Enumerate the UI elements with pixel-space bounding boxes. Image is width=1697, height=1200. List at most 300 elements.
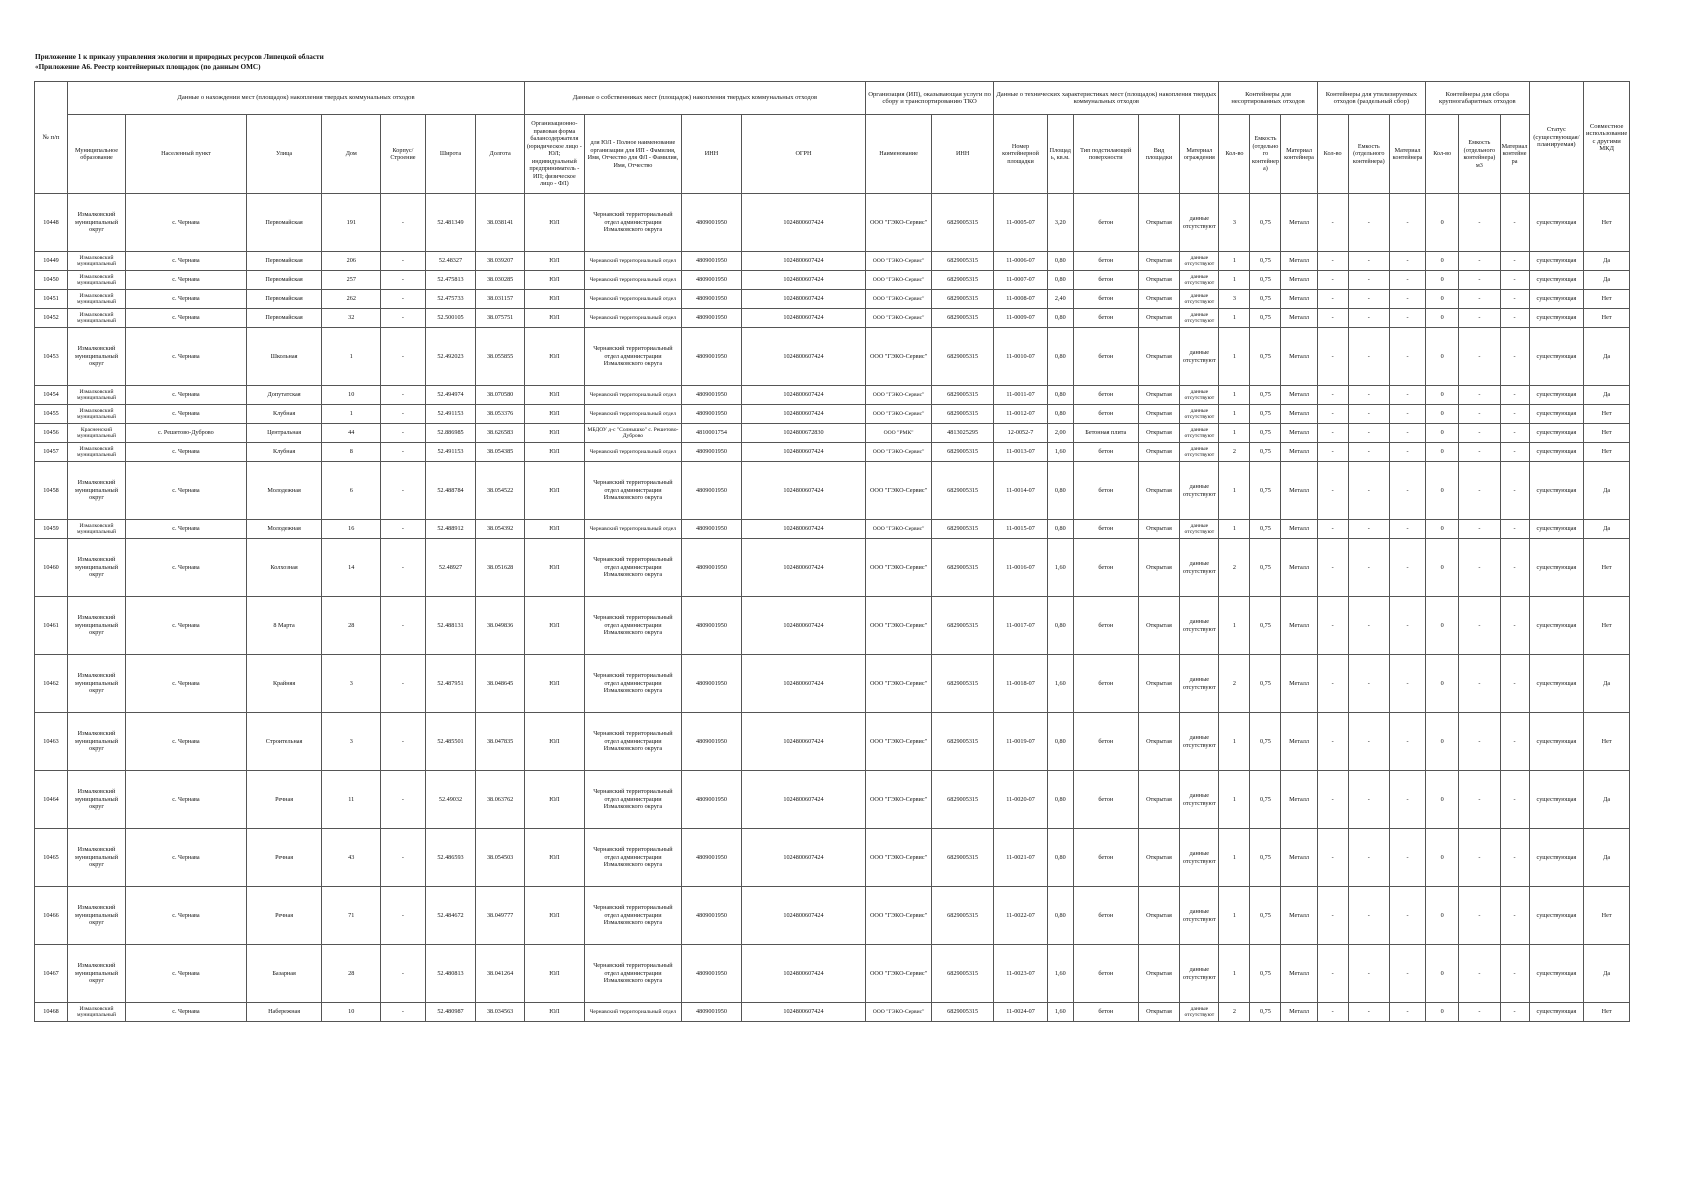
cell-type: Открытая xyxy=(1138,290,1179,309)
cell-lat: 52.491153 xyxy=(425,443,476,462)
cell-lat: 52.486593 xyxy=(425,829,476,887)
cell-op-inn: 6829005315 xyxy=(932,462,994,520)
cell-owner: Чернавский территориальный отдел xyxy=(584,1003,681,1022)
cell-cnt: 2 xyxy=(1219,539,1250,597)
cell-r2: - xyxy=(1348,520,1389,539)
cell-b1: 0 xyxy=(1426,462,1459,520)
cell-cap: 0,75 xyxy=(1250,520,1281,539)
cell-b3: - xyxy=(1500,194,1529,252)
cell-area: 3,20 xyxy=(1047,194,1073,252)
cell-r3: - xyxy=(1389,309,1425,328)
cell-form: ЮЛ xyxy=(524,309,584,328)
cell-lat: 52.48327 xyxy=(425,252,476,271)
cell-r3: - xyxy=(1389,655,1425,713)
cell-cnt: 1 xyxy=(1219,713,1250,771)
cell-shared: Да xyxy=(1584,462,1630,520)
cell-r3: - xyxy=(1389,328,1425,386)
cell-shared: Нет xyxy=(1584,290,1630,309)
cell-r3: - xyxy=(1389,424,1425,443)
cell-shared: Да xyxy=(1584,655,1630,713)
cell-house: 10 xyxy=(322,1003,381,1022)
document-caption xyxy=(35,52,324,72)
cell-b3: - xyxy=(1500,252,1529,271)
cell-num: 10457 xyxy=(35,443,68,462)
cell-ogrn: 1024800607424 xyxy=(741,290,865,309)
cell-lat: 52.49032 xyxy=(425,771,476,829)
cell-op: ООО "ГЭКО-Сервис" xyxy=(865,462,931,520)
cell-surface: бетон xyxy=(1073,405,1138,424)
cell-op: ООО "ГЭКО-Сервис" xyxy=(865,309,931,328)
cell-house: 191 xyxy=(322,194,381,252)
cell-num: 10465 xyxy=(35,829,68,887)
cell-r3: - xyxy=(1389,1003,1425,1022)
cell-building: - xyxy=(381,386,425,405)
cell-building: - xyxy=(381,713,425,771)
cell-ogrn: 1024800607424 xyxy=(741,539,865,597)
cell-op: ООО "ГЭКО-Сервис" xyxy=(865,655,931,713)
cell-inn: 4809001950 xyxy=(682,290,742,309)
cell-building: - xyxy=(381,597,425,655)
cell-site: 11-0015-07 xyxy=(994,520,1048,539)
cell-house: 3 xyxy=(322,713,381,771)
cell-owner: Чернавский территориальный отдел xyxy=(584,405,681,424)
cell-op: ООО "ГЭКО-Сервис" xyxy=(865,386,931,405)
table-body xyxy=(35,194,1630,1022)
cell-cap: 0,75 xyxy=(1250,309,1281,328)
cell-house: 1 xyxy=(322,405,381,424)
cell-lon: 38.055855 xyxy=(476,328,525,386)
cell-area: 0,80 xyxy=(1047,462,1073,520)
cell-op-inn: 6829005315 xyxy=(932,713,994,771)
cell-op: ООО "РМК" xyxy=(865,424,931,443)
cell-fence: данные отсутствуют xyxy=(1180,328,1219,386)
cell-status: существующая xyxy=(1529,539,1584,597)
cell-form: ЮЛ xyxy=(524,194,584,252)
cell-r2: - xyxy=(1348,309,1389,328)
cell-type: Открытая xyxy=(1138,771,1179,829)
cell-shared: Нет xyxy=(1584,443,1630,462)
cell-cnt: 3 xyxy=(1219,290,1250,309)
cell-building: - xyxy=(381,1003,425,1022)
header-inn: ИНН xyxy=(682,115,742,194)
cell-ogrn: 1024800607424 xyxy=(741,252,865,271)
container-sites-registry-table xyxy=(34,81,1630,1022)
header-recycle-count: Кол-во xyxy=(1317,115,1348,194)
cell-b3: - xyxy=(1500,271,1529,290)
cell-b2: - xyxy=(1459,713,1500,771)
cell-building: - xyxy=(381,194,425,252)
cell-b2: - xyxy=(1459,771,1500,829)
cell-status: существующая xyxy=(1529,290,1584,309)
cell-lat: 52.487951 xyxy=(425,655,476,713)
cell-lat: 52.48927 xyxy=(425,539,476,597)
cell-inn: 4809001950 xyxy=(682,309,742,328)
cell-lon: 38.048645 xyxy=(476,655,525,713)
cell-owner: Чернавский территориальный отдел администрации Измалковского округа xyxy=(584,597,681,655)
cell-r3: - xyxy=(1389,597,1425,655)
cell-b2: - xyxy=(1459,386,1500,405)
cell-mo: Измалковский муниципальный округ xyxy=(68,194,126,252)
cell-form: ЮЛ xyxy=(524,887,584,945)
cell-building: - xyxy=(381,405,425,424)
cell-settlement: с. Чернава xyxy=(125,271,246,290)
cell-lat: 52.488784 xyxy=(425,462,476,520)
cell-shared: Да xyxy=(1584,945,1630,1003)
cell-mat: Металл xyxy=(1281,520,1317,539)
cell-b1: 0 xyxy=(1426,424,1459,443)
cell-owner: Чернавский территориальный отдел xyxy=(584,309,681,328)
cell-site: 11-0010-07 xyxy=(994,328,1048,386)
cell-r1: - xyxy=(1317,328,1348,386)
cell-status: существующая xyxy=(1529,443,1584,462)
cell-r1: - xyxy=(1317,462,1348,520)
cell-b1: 0 xyxy=(1426,271,1459,290)
cell-mat: Металл xyxy=(1281,771,1317,829)
cell-type: Открытая xyxy=(1138,597,1179,655)
cell-status: существующая xyxy=(1529,252,1584,271)
table-row xyxy=(35,271,1630,290)
cell-cnt: 1 xyxy=(1219,424,1250,443)
cell-op: ООО "ГЭКО-Сервис" xyxy=(865,271,931,290)
cell-b3: - xyxy=(1500,405,1529,424)
cell-r1: - xyxy=(1317,194,1348,252)
cell-r3: - xyxy=(1389,713,1425,771)
cell-mat: Металл xyxy=(1281,597,1317,655)
cell-b1: 0 xyxy=(1426,290,1459,309)
cell-b3: - xyxy=(1500,713,1529,771)
cell-ogrn: 1024800607424 xyxy=(741,887,865,945)
cell-status: существующая xyxy=(1529,309,1584,328)
cell-b2: - xyxy=(1459,520,1500,539)
cell-b3: - xyxy=(1500,771,1529,829)
cell-shared: Нет xyxy=(1584,1003,1630,1022)
cell-site: 11-0018-07 xyxy=(994,655,1048,713)
header-recycle-material: Материал контейнера xyxy=(1389,115,1425,194)
cell-surface: бетон xyxy=(1073,462,1138,520)
cell-type: Открытая xyxy=(1138,328,1179,386)
cell-b3: - xyxy=(1500,520,1529,539)
cell-street: Набережная xyxy=(246,1003,321,1022)
cell-b3: - xyxy=(1500,945,1529,1003)
cell-site: 12-0052-7 xyxy=(994,424,1048,443)
cell-mat: Металл xyxy=(1281,1003,1317,1022)
header-group-owner: Данные о собственниках мест (площадок) накопления твердых коммунальных отходов xyxy=(524,82,865,115)
table-row xyxy=(35,462,1630,520)
header-legal-form: Организационно-правовая форма балансодержателя (юридическое лицо - ЮЛ; индивидуальный предприниматель - ИП; физическое лицо - ФЛ) xyxy=(524,115,584,194)
cell-surface: бетон xyxy=(1073,655,1138,713)
cell-mo: Измалковский муниципальный xyxy=(68,290,126,309)
cell-type: Открытая xyxy=(1138,655,1179,713)
cell-lon: 38.041264 xyxy=(476,945,525,1003)
cell-r2: - xyxy=(1348,443,1389,462)
cell-form: ЮЛ xyxy=(524,443,584,462)
cell-b3: - xyxy=(1500,462,1529,520)
cell-surface: бетон xyxy=(1073,520,1138,539)
cell-form: ЮЛ xyxy=(524,713,584,771)
cell-ogrn: 1024800607424 xyxy=(741,597,865,655)
cell-mat: Металл xyxy=(1281,655,1317,713)
cell-fence: данные отсутствуют xyxy=(1180,1003,1219,1022)
header-unsorted-count: Кол-во xyxy=(1219,115,1250,194)
cell-cnt: 1 xyxy=(1219,252,1250,271)
table-row xyxy=(35,443,1630,462)
cell-settlement: с. Чернава xyxy=(125,713,246,771)
cell-house: 28 xyxy=(322,597,381,655)
cell-mat: Металл xyxy=(1281,386,1317,405)
cell-b3: - xyxy=(1500,597,1529,655)
cell-settlement: с. Чернава xyxy=(125,655,246,713)
cell-lon: 38.049836 xyxy=(476,597,525,655)
cell-fence: данные отсутствуют xyxy=(1180,713,1219,771)
cell-cnt: 1 xyxy=(1219,771,1250,829)
cell-op-inn: 6829005315 xyxy=(932,829,994,887)
cell-b1: 0 xyxy=(1426,386,1459,405)
cell-surface: бетон xyxy=(1073,945,1138,1003)
header-area: Площадь, кв.м. xyxy=(1047,115,1073,194)
cell-mat: Металл xyxy=(1281,290,1317,309)
cell-shared: Нет xyxy=(1584,713,1630,771)
cell-r1: - xyxy=(1317,520,1348,539)
cell-r3: - xyxy=(1389,443,1425,462)
cell-site: 11-0022-07 xyxy=(994,887,1048,945)
cell-house: 44 xyxy=(322,424,381,443)
cell-ogrn: 1024800607424 xyxy=(741,520,865,539)
cell-r1: - xyxy=(1317,655,1348,713)
cell-mo: Измалковский муниципальный округ xyxy=(68,655,126,713)
header-unsorted-capacity: Емкость (отдельного контейнера) xyxy=(1250,115,1281,194)
table-row xyxy=(35,328,1630,386)
cell-mat: Металл xyxy=(1281,424,1317,443)
cell-settlement: с. Чернава xyxy=(125,1003,246,1022)
cell-site: 11-0023-07 xyxy=(994,945,1048,1003)
cell-r3: - xyxy=(1389,290,1425,309)
cell-r2: - xyxy=(1348,462,1389,520)
cell-house: 32 xyxy=(322,309,381,328)
cell-cap: 0,75 xyxy=(1250,252,1281,271)
cell-settlement: с. Чернава xyxy=(125,462,246,520)
cell-form: ЮЛ xyxy=(524,386,584,405)
cell-inn: 4809001950 xyxy=(682,829,742,887)
cell-fence: данные отсутствуют xyxy=(1180,252,1219,271)
cell-lon: 38.054522 xyxy=(476,462,525,520)
cell-cap: 0,75 xyxy=(1250,1003,1281,1022)
cell-street: Клубная xyxy=(246,443,321,462)
cell-r2: - xyxy=(1348,887,1389,945)
cell-site: 11-0006-07 xyxy=(994,252,1048,271)
cell-surface: бетон xyxy=(1073,386,1138,405)
cell-cap: 0,75 xyxy=(1250,405,1281,424)
cell-owner: Чернавский территориальный отдел администрации Измалковского округа xyxy=(584,771,681,829)
cell-num: 10468 xyxy=(35,1003,68,1022)
cell-num: 10448 xyxy=(35,194,68,252)
cell-num: 10451 xyxy=(35,290,68,309)
cell-site: 11-0012-07 xyxy=(994,405,1048,424)
cell-inn: 4809001950 xyxy=(682,713,742,771)
cell-mo: Измалковский муниципальный округ xyxy=(68,462,126,520)
cell-mo: Измалковский муниципальный округ xyxy=(68,945,126,1003)
cell-ogrn: 1024800607424 xyxy=(741,309,865,328)
cell-settlement: с. Чернава xyxy=(125,520,246,539)
header-lat: Широта xyxy=(425,115,476,194)
cell-settlement: с. Чернава xyxy=(125,309,246,328)
cell-area: 0,80 xyxy=(1047,309,1073,328)
cell-b1: 0 xyxy=(1426,887,1459,945)
cell-cnt: 1 xyxy=(1219,887,1250,945)
cell-ogrn: 1024800607424 xyxy=(741,771,865,829)
cell-lat: 52.488131 xyxy=(425,597,476,655)
caption-line-2: «Приложение А6. Реестр контейнерных площадок (по данным ОМС) xyxy=(35,63,261,71)
cell-lon: 38.054385 xyxy=(476,443,525,462)
cell-op-inn: 6829005315 xyxy=(932,539,994,597)
cell-fence: данные отсутствуют xyxy=(1180,424,1219,443)
cell-op-inn: 6829005315 xyxy=(932,328,994,386)
cell-settlement: с. Чернава xyxy=(125,405,246,424)
cell-fence: данные отсутствуют xyxy=(1180,829,1219,887)
cell-b3: - xyxy=(1500,655,1529,713)
cell-op-inn: 6829005315 xyxy=(932,597,994,655)
cell-house: 206 xyxy=(322,252,381,271)
cell-surface: бетон xyxy=(1073,539,1138,597)
cell-r2: - xyxy=(1348,713,1389,771)
cell-inn: 4809001950 xyxy=(682,597,742,655)
cell-lat: 52.886985 xyxy=(425,424,476,443)
cell-status: существующая xyxy=(1529,328,1584,386)
cell-fence: данные отсутствуют xyxy=(1180,539,1219,597)
cell-shared: Да xyxy=(1584,386,1630,405)
cell-owner: Чернавский территориальный отдел администрации Измалковского округа xyxy=(584,655,681,713)
cell-ogrn: 1024800607424 xyxy=(741,405,865,424)
cell-op-inn: 6829005315 xyxy=(932,271,994,290)
cell-r1: - xyxy=(1317,405,1348,424)
cell-mo: Измалковский муниципальный xyxy=(68,252,126,271)
header-bulky-count: Кол-во xyxy=(1426,115,1459,194)
cell-b2: - xyxy=(1459,271,1500,290)
cell-street: Молодежная xyxy=(246,520,321,539)
table-row xyxy=(35,655,1630,713)
cell-lon: 38.054392 xyxy=(476,520,525,539)
cell-house: 6 xyxy=(322,462,381,520)
cell-cnt: 1 xyxy=(1219,829,1250,887)
cell-b2: - xyxy=(1459,655,1500,713)
cell-lon: 38.034563 xyxy=(476,1003,525,1022)
cell-r2: - xyxy=(1348,252,1389,271)
cell-lon: 38.039207 xyxy=(476,252,525,271)
cell-fence: данные отсутствуют xyxy=(1180,771,1219,829)
cell-status: существующая xyxy=(1529,945,1584,1003)
cell-b1: 0 xyxy=(1426,597,1459,655)
cell-owner: Чернавский территориальный отдел администрации Измалковского округа xyxy=(584,945,681,1003)
cell-cap: 0,75 xyxy=(1250,945,1281,1003)
cell-cnt: 1 xyxy=(1219,309,1250,328)
cell-mat: Металл xyxy=(1281,462,1317,520)
header-num: № п/п xyxy=(35,82,68,194)
cell-surface: бетон xyxy=(1073,771,1138,829)
cell-street: Речная xyxy=(246,829,321,887)
cell-r1: - xyxy=(1317,539,1348,597)
cell-b1: 0 xyxy=(1426,405,1459,424)
cell-b1: 0 xyxy=(1426,771,1459,829)
cell-form: ЮЛ xyxy=(524,328,584,386)
cell-street: Колхозная xyxy=(246,539,321,597)
cell-b2: - xyxy=(1459,829,1500,887)
cell-settlement: с. Чернава xyxy=(125,945,246,1003)
cell-b3: - xyxy=(1500,424,1529,443)
cell-op: ООО "ГЭКО-Сервис" xyxy=(865,539,931,597)
cell-fence: данные отсутствуют xyxy=(1180,945,1219,1003)
cell-op-inn: 6829005315 xyxy=(932,887,994,945)
cell-shared: Нет xyxy=(1584,309,1630,328)
cell-r2: - xyxy=(1348,194,1389,252)
cell-op-inn: 6829005315 xyxy=(932,771,994,829)
cell-settlement: с. Чернава xyxy=(125,328,246,386)
cell-b3: - xyxy=(1500,1003,1529,1022)
cell-house: 3 xyxy=(322,655,381,713)
cell-fence: данные отсутствуют xyxy=(1180,194,1219,252)
header-recycle-capacity: Емкость (отдельного контейнера) xyxy=(1348,115,1389,194)
table-row xyxy=(35,309,1630,328)
cell-building: - xyxy=(381,771,425,829)
cell-form: ЮЛ xyxy=(524,252,584,271)
cell-surface: бетон xyxy=(1073,1003,1138,1022)
cell-b3: - xyxy=(1500,443,1529,462)
cell-r1: - xyxy=(1317,945,1348,1003)
table-row xyxy=(35,386,1630,405)
cell-inn: 4809001950 xyxy=(682,539,742,597)
header-group-recycle: Контейнеры для утилизируемых отходов (раздельный сбор) xyxy=(1317,82,1426,115)
cell-op-inn: 6829005315 xyxy=(932,520,994,539)
cell-num: 10453 xyxy=(35,328,68,386)
cell-r3: - xyxy=(1389,887,1425,945)
cell-street: Строительная xyxy=(246,713,321,771)
cell-cap: 0,75 xyxy=(1250,655,1281,713)
cell-surface: бетон xyxy=(1073,194,1138,252)
cell-building: - xyxy=(381,424,425,443)
cell-mat: Металл xyxy=(1281,887,1317,945)
cell-type: Открытая xyxy=(1138,539,1179,597)
cell-cnt: 1 xyxy=(1219,520,1250,539)
header-group-location: Данные о нахождении мест (площадок) накопления твердых коммунальных отходов xyxy=(68,82,525,115)
cell-street: 8 Марта xyxy=(246,597,321,655)
header-ogrn: ОГРН xyxy=(741,115,865,194)
cell-b2: - xyxy=(1459,462,1500,520)
cell-fence: данные отсутствуют xyxy=(1180,887,1219,945)
cell-building: - xyxy=(381,271,425,290)
cell-fence: данные отсутствуют xyxy=(1180,443,1219,462)
cell-cap: 0,75 xyxy=(1250,713,1281,771)
cell-owner: Чернавский территориальный отдел xyxy=(584,443,681,462)
cell-building: - xyxy=(381,462,425,520)
cell-b3: - xyxy=(1500,829,1529,887)
cell-b1: 0 xyxy=(1426,252,1459,271)
cell-r1: - xyxy=(1317,829,1348,887)
table-row xyxy=(35,520,1630,539)
cell-type: Открытая xyxy=(1138,829,1179,887)
header-fence: Материал ограждения xyxy=(1180,115,1219,194)
cell-b2: - xyxy=(1459,328,1500,386)
cell-cnt: 1 xyxy=(1219,462,1250,520)
cell-op: ООО "ГЭКО-Сервис" xyxy=(865,771,931,829)
cell-inn: 4809001950 xyxy=(682,520,742,539)
cell-lon: 38.049777 xyxy=(476,887,525,945)
cell-building: - xyxy=(381,328,425,386)
cell-house: 71 xyxy=(322,887,381,945)
cell-mo: Измалковский муниципальный xyxy=(68,386,126,405)
header-lon: Долгота xyxy=(476,115,525,194)
cell-r2: - xyxy=(1348,424,1389,443)
cell-r3: - xyxy=(1389,520,1425,539)
cell-r2: - xyxy=(1348,328,1389,386)
cell-r1: - xyxy=(1317,713,1348,771)
